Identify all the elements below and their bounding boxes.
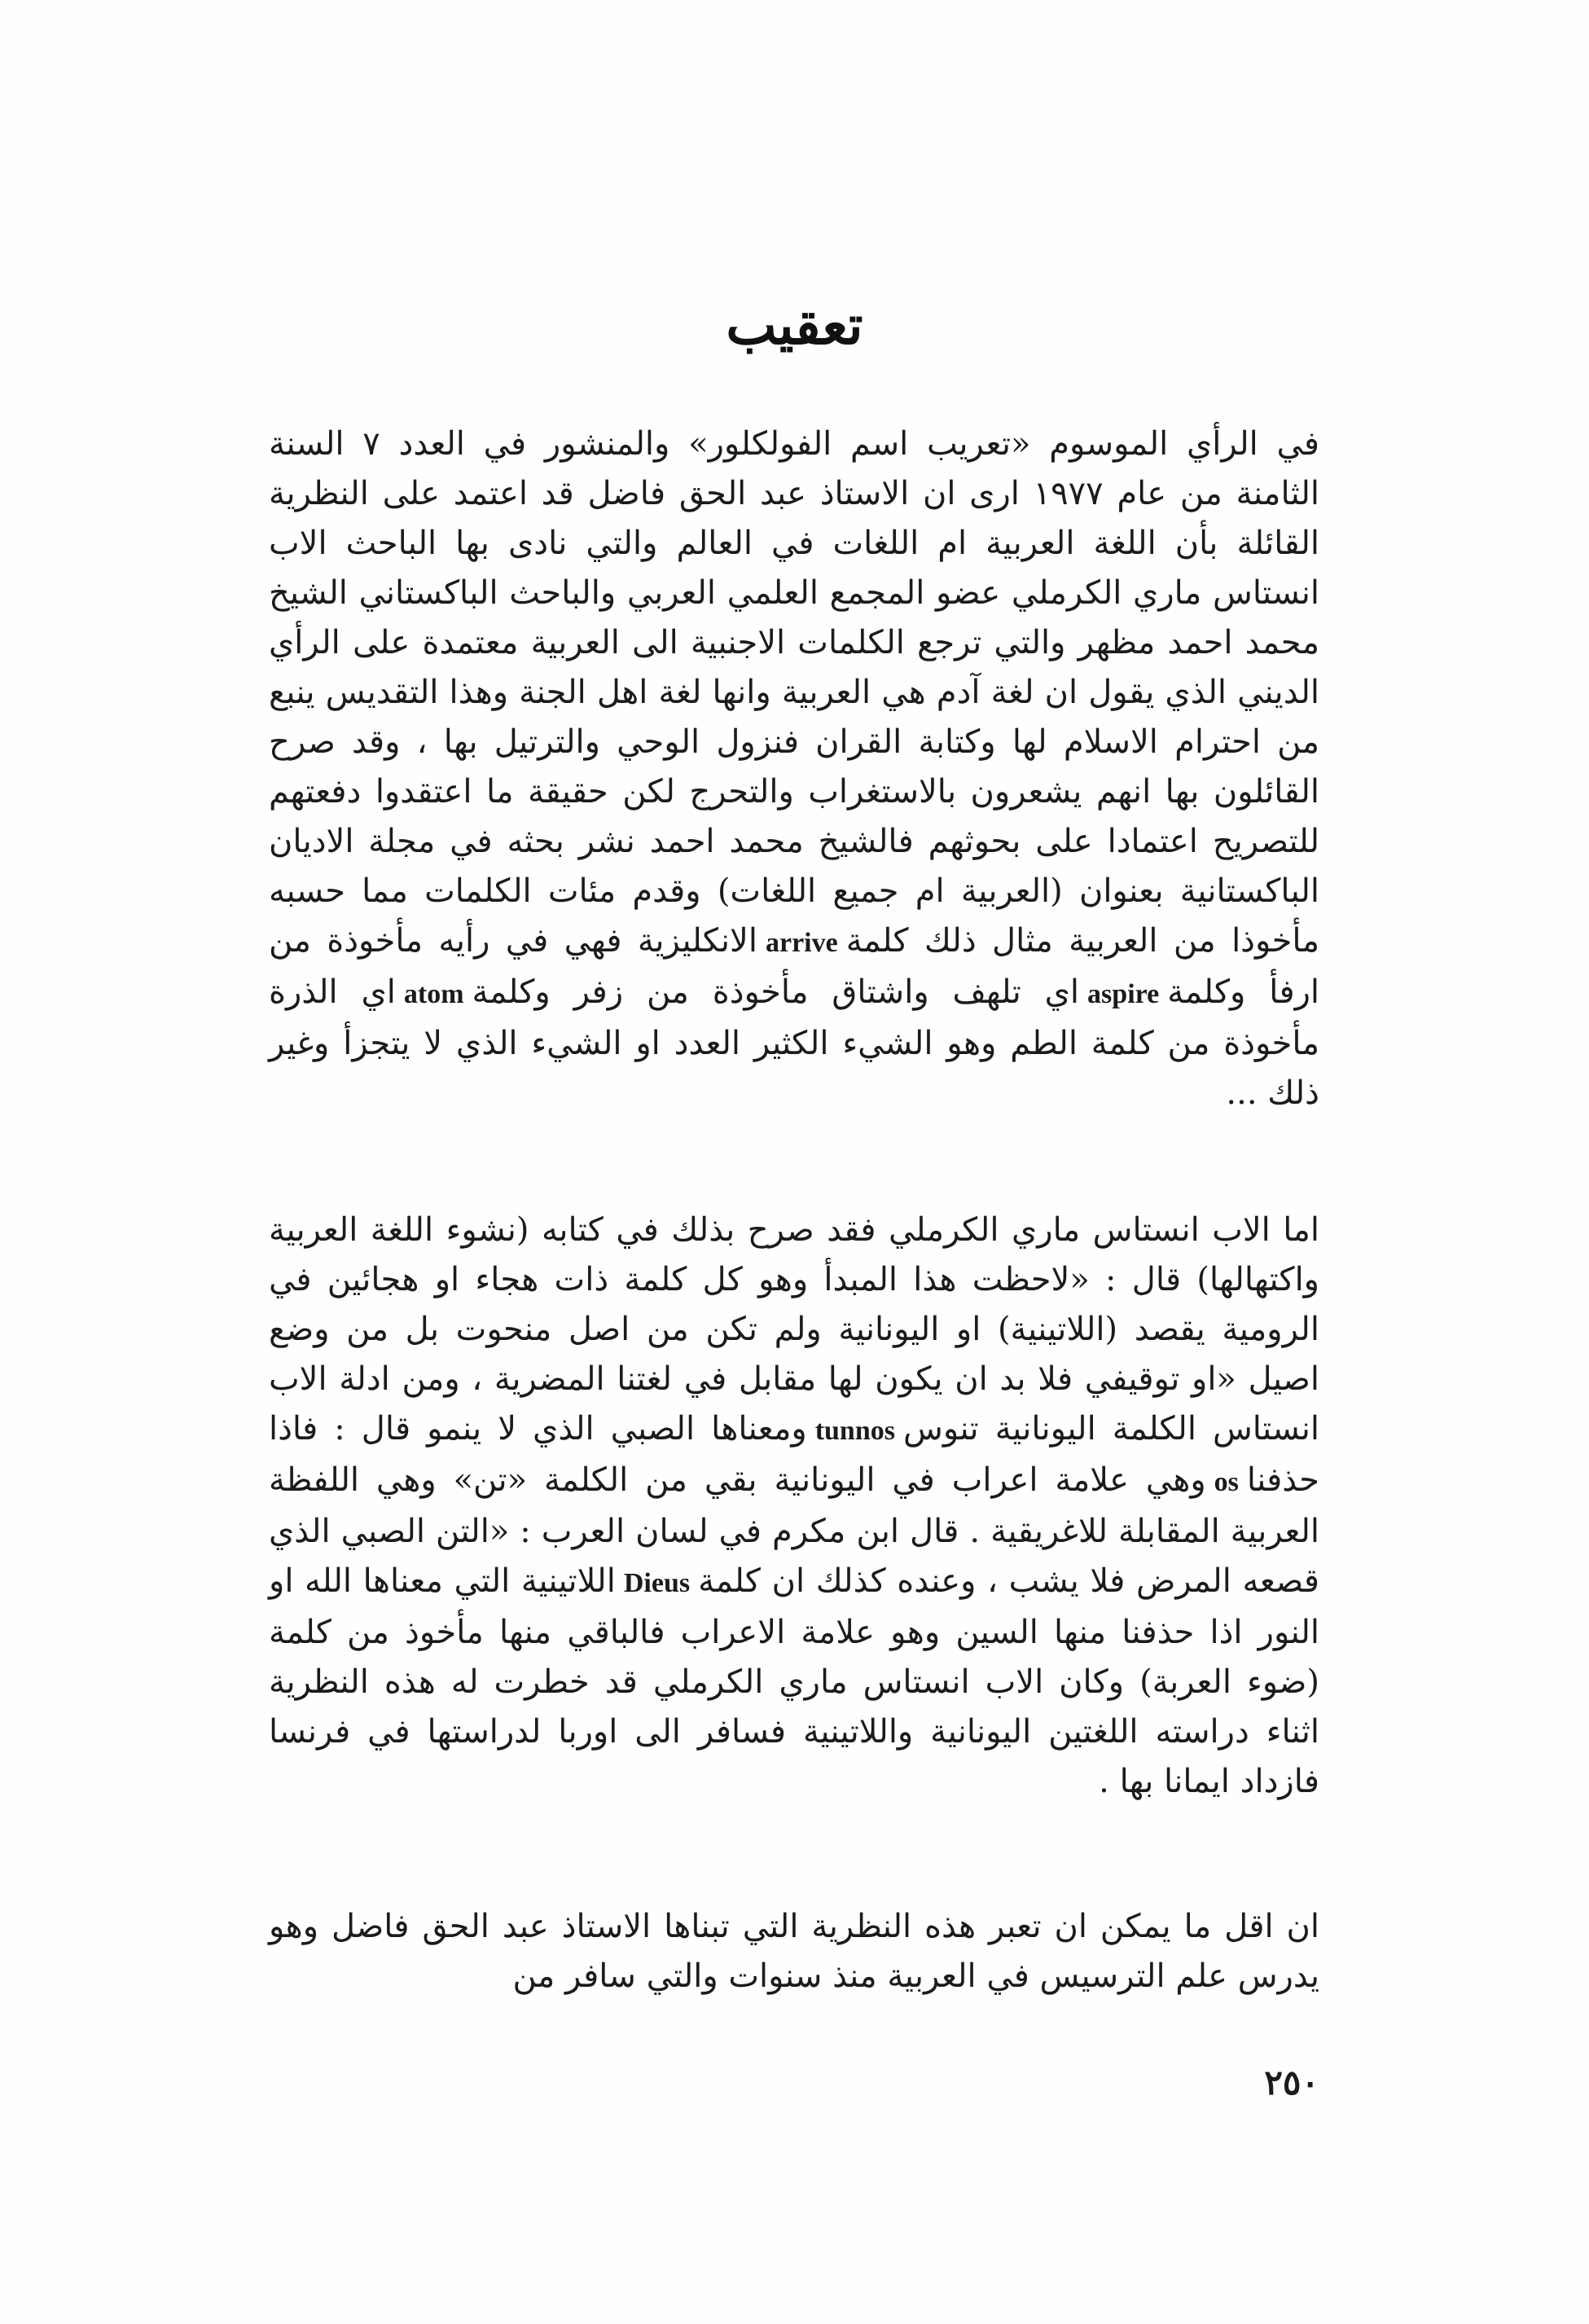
page-title: تعقيب — [726, 293, 863, 357]
paragraph-2-text-d: اللاتينية التي معناها الله او النور اذا حذفنا منها السين وهو علامة الاعراب فالباقي منها مأخوذ من كلمة (ضوء العربة) وكان الاب انستاس ماري الكرملي قد خطرت له هذه النظرية اثناء دراسته اللغتين اليونانية واللاتينية فسافر الى اوربا لدراستها في فرنسا فازداد ايمانا بها . — [269, 1562, 1319, 1800]
paragraph-1-text-c: اي تلهف واشتاق مأخوذة من زفر وكلمة — [472, 973, 1080, 1011]
latin-word-arrive: arrive — [765, 928, 838, 958]
latin-word-dieus: Dieus — [623, 1568, 691, 1598]
paragraph-1-text-d: اي الذرة مأخوذة من كلمة الطم وهو الشيء الكثير العدد او الشيء الذي لا يتجزأ وغير ذلك ... — [269, 973, 1319, 1112]
paragraph-2-text-c: وهي علامة اعراب في اليونانية بقي من الكلمة «تن» وهي اللفظة العربية المقابلة للاغريقية . قال ابن مكرم في لسان العرب : «التن الصبي الذي قصعه المرض فلا يشب ، وعنده كذلك ان كلمة — [269, 1461, 1320, 1600]
page-number: ٢٥٠ — [1264, 2063, 1319, 2102]
latin-word-os: os — [1214, 1467, 1239, 1497]
latin-word-atom: atom — [403, 979, 464, 1009]
paragraph-3: ان اقل ما يمكن ان تعبر هذه النظرية التي تبناها الاستاذ عبد الحق فاضل وهو يدرس علم الترسيس في العربية منذ سنوات والتي سافر من — [269, 1908, 1320, 1995]
latin-word-aspire: aspire — [1087, 979, 1160, 1009]
paragraph-2-text-b: ومعناها الصبي الذي لا ينمو قال : فاذا حذفنا — [269, 1410, 1319, 1499]
latin-word-tunnos: tunnos — [814, 1416, 895, 1446]
paragraph-1-text-a: في الرأي الموسوم «تعريب اسم الفولكلور» والمنشور في العدد ٧ السنة الثامنة من عام ١٩٧٧ ارى ان الاستاذ عبد الحق فاضل قد اعتمد على النظرية القائلة بأن اللغة العربية ام اللغات في العالم والتي نادى بها الباحث الاب انستاس ماري الكرملي عضو المجمع العلمي العربي والباحث الباكستاني الشيخ محمد احمد مظهر والتي ترجع الكلمات الاجنبية الى العربية معتمدة على الرأي الديني الذي يقول ان لغة آدم هي العربية وانها لغة اهل الجنة وهذا التقديس ينبع من احترام الاسلام لها وكتابة القران فنزول الوحي والترتيل بها ، وقد صرح القائلون بها انهم يشعرون بالاستغراب والتحرج لكن حقيقة ما اعتقدوا دفعتهم للتصريح اعتمادا على بحوثهم فالشيخ محمد احمد نشر بحثه في مجلة الاديان الباكستانية بعنوان (العربية ام جميع اللغات) وقدم مئات الكلمات مما حسبه مأخوذا من العربية مثال ذلك كلمة — [269, 425, 1320, 960]
paragraph-1-text-b: الانكليزية فهي في رأيه مأخوذة من ارفأ وكلمة — [269, 922, 1319, 1011]
paragraph-1 — [269, 420, 1319, 1118]
paragraph-2-text-a: اما الاب انستاس ماري الكرملي فقد صرح بذلك في كتابه (نشوء اللغة العربية واكتهالها) قال : «لاحظت هذا المبدأ وهو كل كلمة ذات هجاء او هجائين في الرومية يقصد (اللاتينية) او اليونانية ولم تكن من اصل منحوت بل من وضع اصيل «او توقيفي فلا بد ان يكون لها مقابل في لغتنا المضرية ، ومن ادلة الاب انستاس الكلمة اليونانية تنوس — [269, 1211, 1319, 1448]
paragraph-2 — [269, 1206, 1319, 1807]
